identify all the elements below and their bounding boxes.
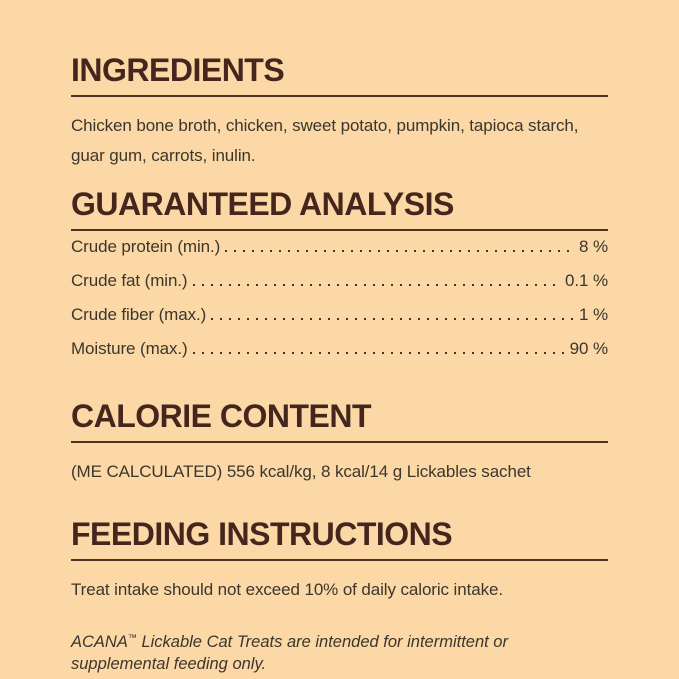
analysis-value: 90 % bbox=[569, 339, 608, 358]
dot-leader bbox=[193, 284, 561, 286]
calorie-content-rule bbox=[71, 441, 608, 443]
calorie-content-title: CALORIE CONTENT bbox=[71, 398, 372, 434]
footnote-text: Lickable Cat Treats are intended for intermittent or supplemental feeding only. bbox=[71, 633, 508, 673]
intermittent-feeding-footnote bbox=[71, 631, 608, 675]
calorie-content-text: (ME CALCULATED) 556 kcal/kg, 8 kcal/14 g Lickables sachet bbox=[71, 462, 531, 481]
analysis-row-crude-fiber bbox=[71, 305, 608, 339]
guaranteed-analysis-table bbox=[71, 237, 608, 373]
analysis-value: 8 % bbox=[579, 237, 608, 256]
ingredients-text: Chicken bone broth, chicken, sweet potato, pumpkin, tapioca starch, guar gum, carrots, inulin. bbox=[71, 116, 579, 165]
ingredients-rule bbox=[71, 95, 608, 97]
analysis-label: Crude fiber (max.) bbox=[71, 305, 207, 324]
analysis-label: Crude fat (min.) bbox=[71, 271, 188, 290]
analysis-value: 1 % bbox=[579, 305, 608, 324]
section-ingredients bbox=[71, 53, 608, 171]
guaranteed-analysis-rule bbox=[71, 229, 608, 231]
dot-leader bbox=[225, 250, 574, 252]
analysis-row-crude-fat bbox=[71, 271, 608, 305]
ingredients-title: INGREDIENTS bbox=[71, 52, 285, 88]
section-guaranteed-analysis bbox=[71, 187, 608, 373]
feeding-instructions-text: Treat intake should not exceed 10% of daily caloric intake. bbox=[71, 580, 503, 599]
section-calorie-content bbox=[71, 399, 608, 487]
analysis-label: Crude protein (min.) bbox=[71, 237, 221, 256]
trademark-symbol: ™ bbox=[127, 632, 137, 643]
brand-name: ACANA bbox=[71, 633, 128, 651]
feeding-instructions-title: FEEDING INSTRUCTIONS bbox=[71, 516, 453, 552]
guaranteed-analysis-title: GUARANTEED ANALYSIS bbox=[71, 186, 454, 222]
dot-leader bbox=[211, 318, 574, 320]
dot-leader bbox=[193, 352, 565, 354]
analysis-label: Moisture (max.) bbox=[71, 339, 188, 358]
analysis-row-moisture bbox=[71, 339, 608, 373]
feeding-instructions-rule bbox=[71, 559, 608, 561]
analysis-value: 0.1 % bbox=[565, 271, 608, 290]
analysis-row-crude-protein bbox=[71, 237, 608, 271]
section-feeding-instructions bbox=[71, 517, 608, 675]
